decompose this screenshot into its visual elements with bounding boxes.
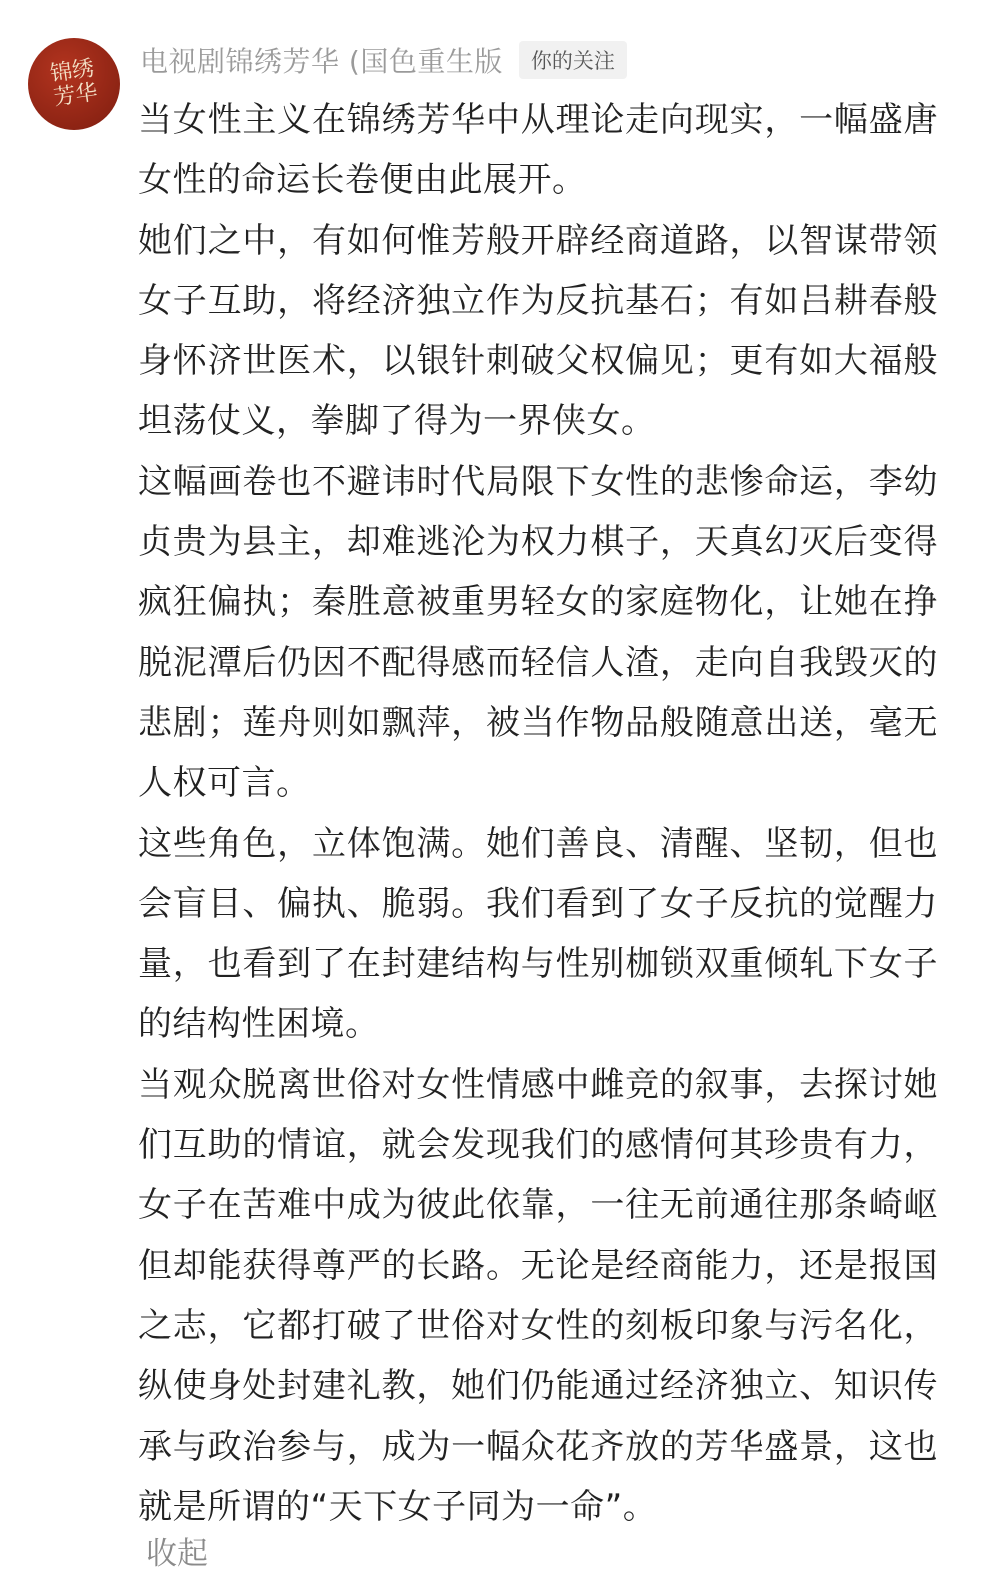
paragraph-2: 她们之中，有如何惟芳般开辟经商道路，以智谋带领女子互助，将经济独立作为反抗基石；有如吕耕春般身怀济世医术，以银针刺破父权偏见；更有如大福般坦荡仗义，拳脚了得为一界侠女。 [138, 220, 938, 442]
follow-status-badge: 你的关注 [519, 41, 627, 79]
paragraph-4: 这些角色，立体饱满。她们善良、清醒、坚韧，但也会盲目、偏执、脆弱。我们看到了女子反抗的觉醒力量，也看到了在封建结构与性别枷锁双重倾轧下女子的结构性困境。 [138, 823, 938, 1045]
post-header [140, 38, 627, 82]
paragraph-5: 当观众脱离世俗对女性情感中雌竞的叙事，去探讨她们互助的情谊，就会发现我们的感情何其珍贵有力，女子在苦难中成为彼此依靠，一往无前通往那条崎岖但却能获得尊严的长路。无论是经商能力，还是报国之志，它都打破了世俗对女性的刻板印象与污名化，纵使身处封建礼教，她们仍能通过经济独立、知识传承与政治参与，成为一幅众花齐放的芳华盛景，这也就是所谓的“天下女子同为一命”。 [138, 1064, 938, 1527]
avatar[interactable] [28, 38, 120, 130]
paragraph-1: 当女性主义在锦绣芳华中从理论走向现实，一幅盛唐女性的命运长卷便由此展开。 [138, 100, 938, 201]
avatar-logo-text: 锦绣芳华 [48, 56, 100, 111]
paragraph-3: 这幅画卷也不避讳时代局限下女性的悲惨命运，李幼贞贵为县主，却难逃沦为权力棋子，天真幻灭后变得疯狂偏执；秦胜意被重男轻女的家庭物化，让她在挣脱泥潭后仍因不配得感而轻信人渣，走向自我毁灭的悲剧；莲舟则如飘萍，被当作物品般随意出送，毫无人权可言。 [138, 461, 938, 804]
post-content [138, 90, 938, 1537]
collapse-button[interactable]: 收起 [146, 1536, 208, 1572]
author-name[interactable]: 电视剧锦绣芳华 (国色重生版 [140, 45, 503, 78]
